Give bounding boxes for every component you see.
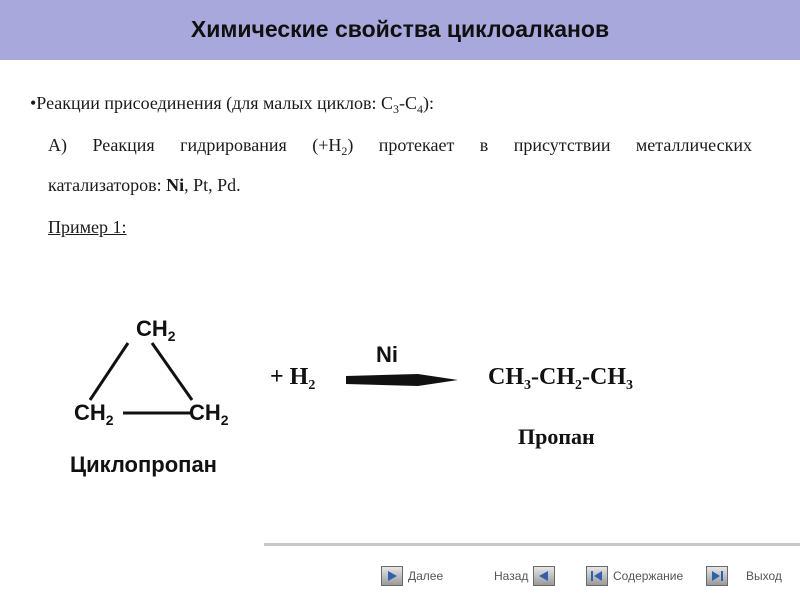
next-label: Далее bbox=[408, 569, 444, 583]
product-name: Пропан bbox=[518, 424, 595, 449]
arrow-left-icon bbox=[533, 566, 555, 586]
ring-top-ch2: $CH_2$ bbox=[136, 316, 176, 344]
reaction-arrow bbox=[346, 374, 458, 386]
ring-bond-left bbox=[90, 343, 128, 400]
exit-label: Выход bbox=[746, 569, 782, 583]
ring-bond-right bbox=[152, 343, 192, 400]
reactant-name: Циклопропан bbox=[70, 452, 217, 477]
hydrogenation-paragraph: А) Реакция гидрирования $(+Н_2)$ протекает в присутствии металлических bbox=[48, 135, 752, 158]
example-label: Пример 1: bbox=[48, 217, 127, 237]
next-button[interactable] bbox=[381, 564, 443, 588]
footer-divider bbox=[264, 543, 800, 546]
arrow-right-icon bbox=[381, 566, 403, 586]
catalyst-label: Ni bbox=[376, 342, 398, 367]
ring-left-ch2: $CH_2$ bbox=[74, 400, 114, 428]
exit-button[interactable] bbox=[706, 564, 782, 588]
back-label: Назад bbox=[494, 569, 529, 583]
plus-hydrogen: + $H_2$ bbox=[270, 364, 316, 393]
contents-button[interactable] bbox=[586, 564, 683, 588]
contents-label: Содержание bbox=[613, 569, 684, 583]
back-button[interactable] bbox=[494, 564, 555, 588]
skip-end-icon bbox=[706, 566, 728, 586]
slide-title: Химические свойства циклоалканов bbox=[190, 16, 610, 42]
bullet-addition-reactions: •Реакции присоединения (для малых циклов: $С_3-С_4$): bbox=[30, 93, 435, 116]
catalysts-line: катализаторов: Ni, Pt, Pd. bbox=[48, 175, 241, 195]
ring-right-ch2: $CH_2$ bbox=[189, 400, 229, 428]
rewind-icon bbox=[586, 566, 608, 586]
product-formula: $CH_3-CH_2-CH_3$ bbox=[488, 364, 633, 393]
